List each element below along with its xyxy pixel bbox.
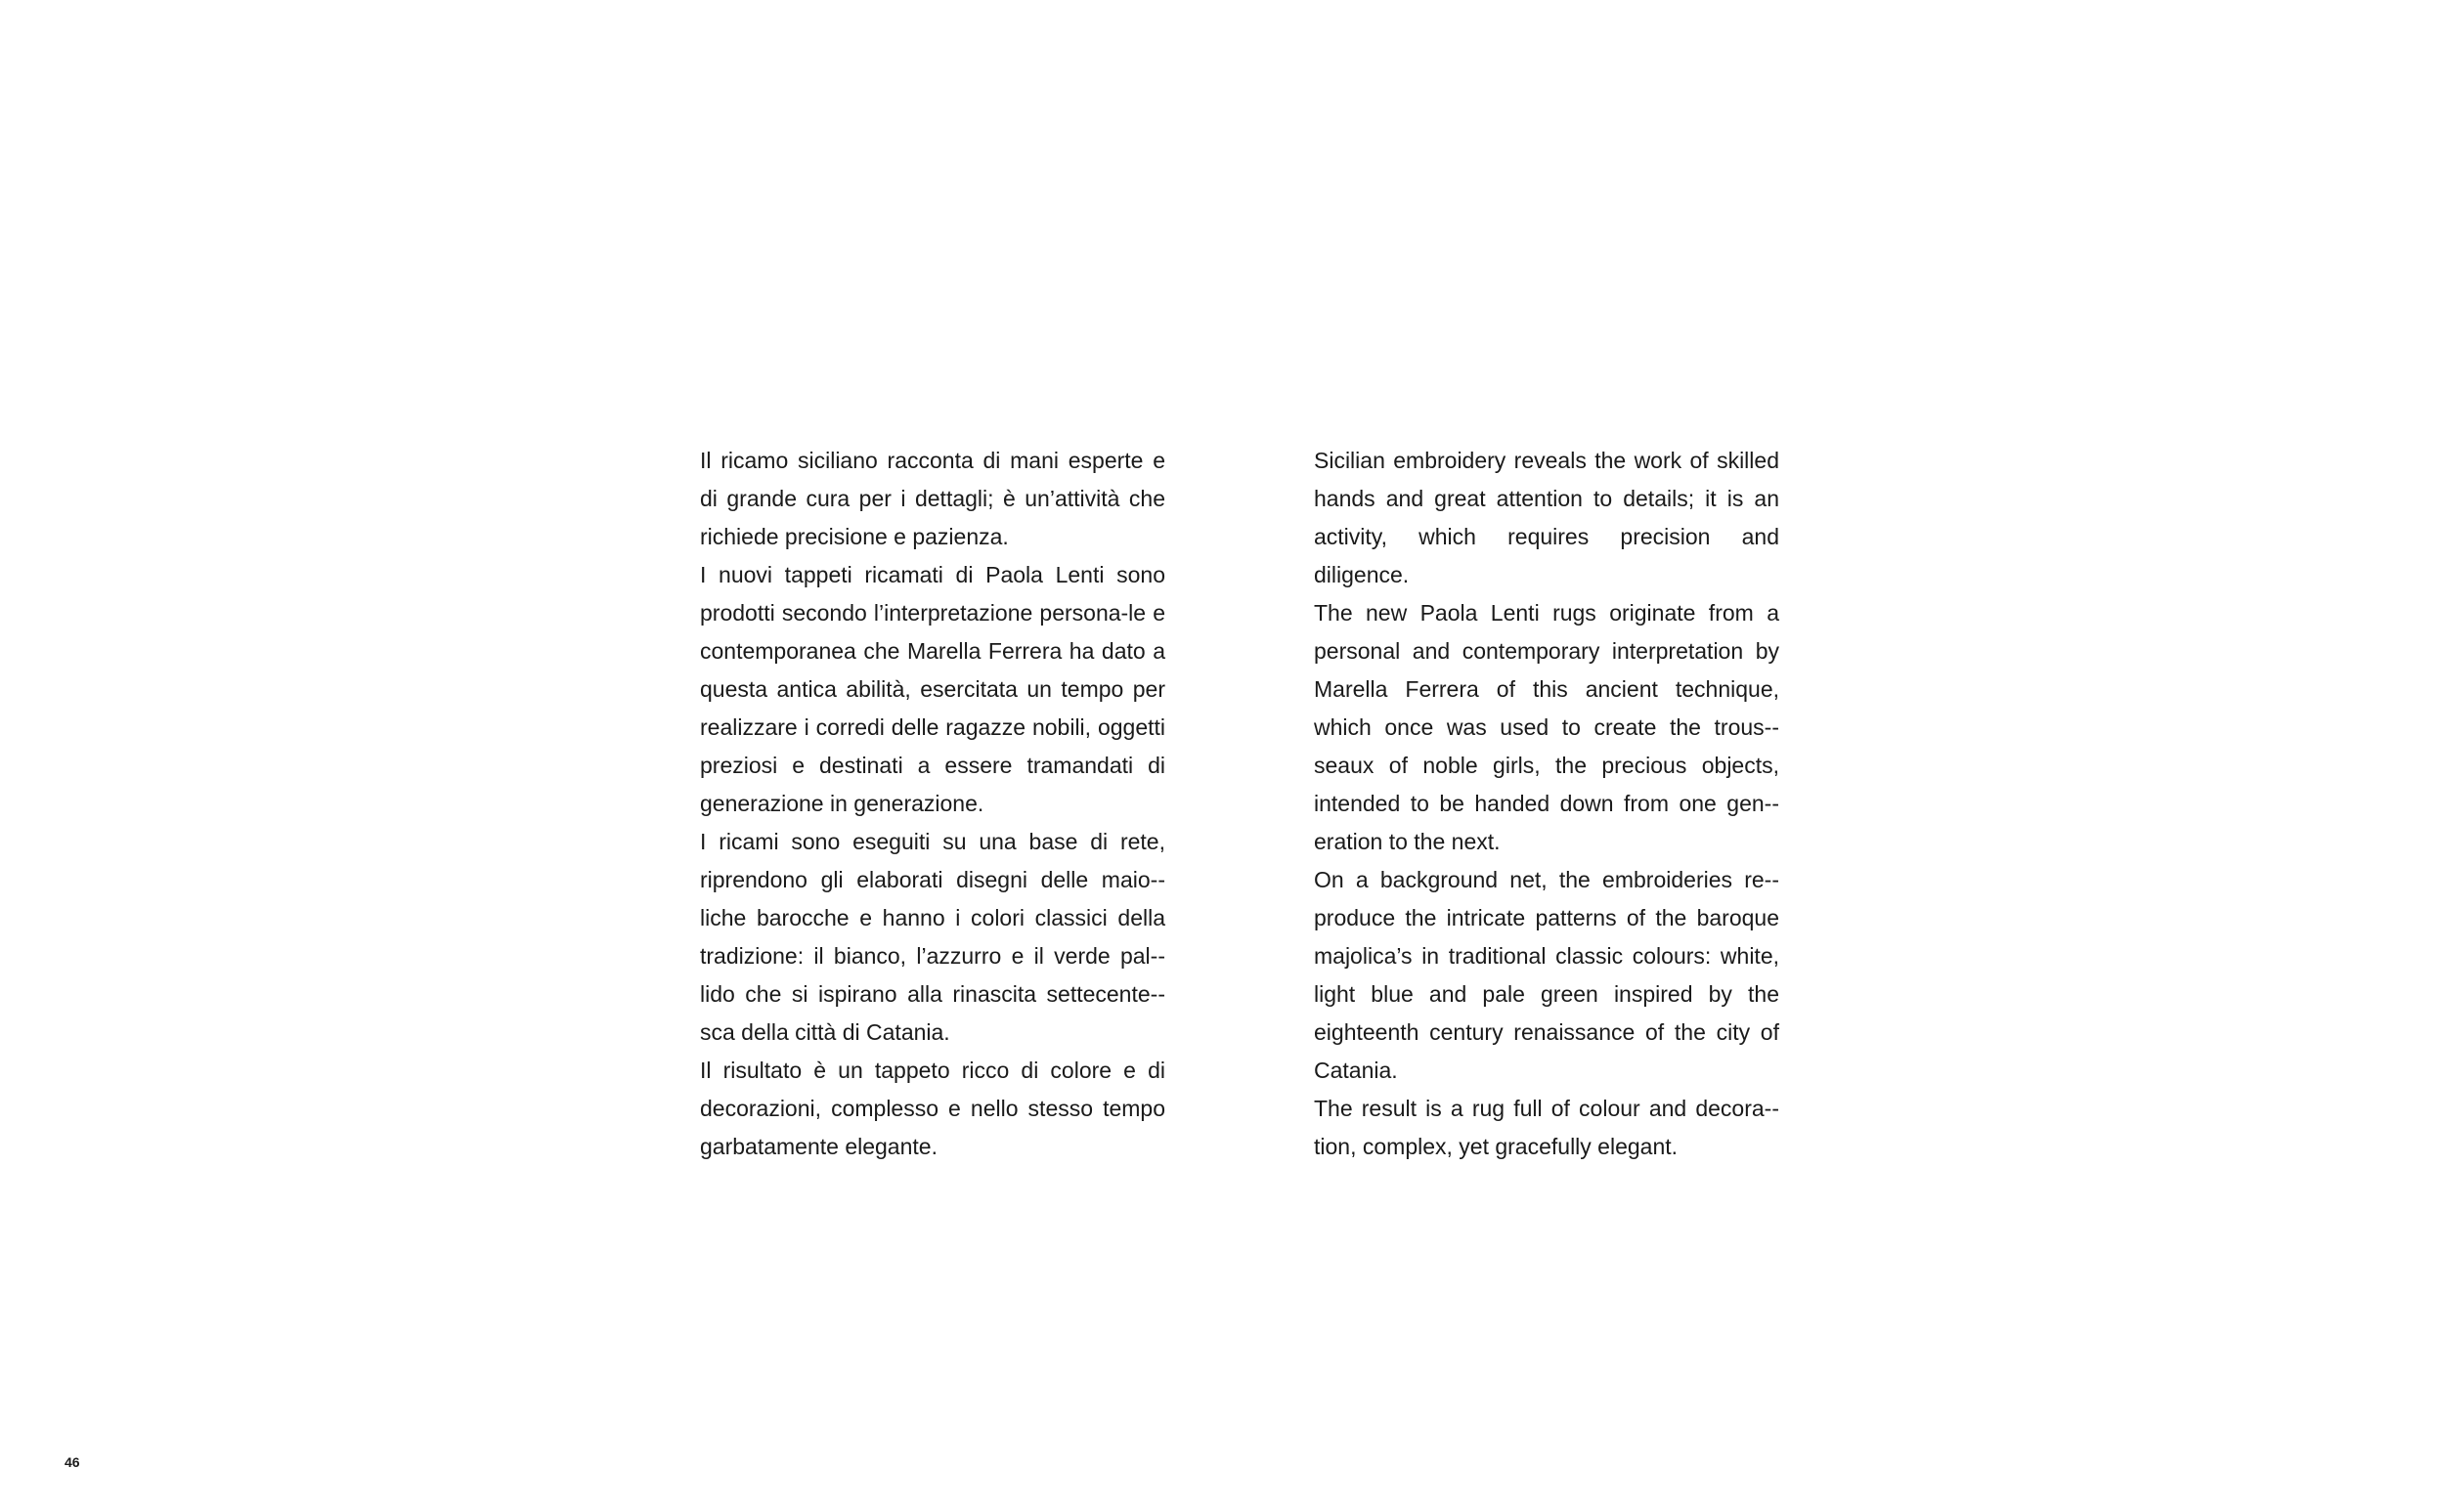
italian-paragraph-2: I nuovi tappeti ricamati di Paola Lenti sono prodotti secondo l’interpretazione persona-le e contemporanea che Marella Ferrera ha dato a questa antica abilità, esercitata un tempo per realizzare i corredi delle ragazze nobili, oggetti preziosi e destinati a essere tramandati di generazione in generazione. — [700, 562, 1165, 816]
english-paragraph-3: On a background net, the embroideries re-produce the intricate patterns of the baroque majolica’s in traditional classic colours: white, light blue and pale green inspired by the eighteenth century renaissance of the city of Catania. — [1314, 867, 1779, 1083]
italian-paragraph-1: Il ricamo siciliano racconta di mani esperte e di grande cura per i dettagli; è un’attività che richiede precisione e pazienza. — [700, 448, 1165, 549]
italian-text-column — [700, 442, 1165, 1166]
english-paragraph-4: The result is a rug full of colour and decora-tion, complex, yet gracefully elegant. — [1314, 1096, 1779, 1159]
italian-paragraph-4: Il risultato è un tappeto ricco di colore e di decorazioni, complesso e nello stesso tempo garbatamente elegante. — [700, 1058, 1165, 1159]
english-text-column — [1314, 442, 1779, 1166]
english-paragraph-1: Sicilian embroidery reveals the work of skilled hands and great attention to details; it is an activity, which requires precision and diligence. — [1314, 448, 1779, 587]
english-paragraph-2: The new Paola Lenti rugs originate from a personal and contemporary interpretation by Marella Ferrera of this ancient technique, which once was used to create the trous-seaux of noble girls, the precious objects, intended to be handed down from one gen-eration to the next. — [1314, 600, 1779, 854]
italian-paragraph-3: I ricami sono eseguiti su una base di rete, riprendono gli elaborati disegni delle maio-liche barocche e hanno i colori classici della tradizione: il bianco, l’azzurro e il verde pal-lido che si ispirano alla rinascita settecente-sca della città di Catania. — [700, 829, 1165, 1045]
page-number: 46 — [65, 1454, 80, 1470]
